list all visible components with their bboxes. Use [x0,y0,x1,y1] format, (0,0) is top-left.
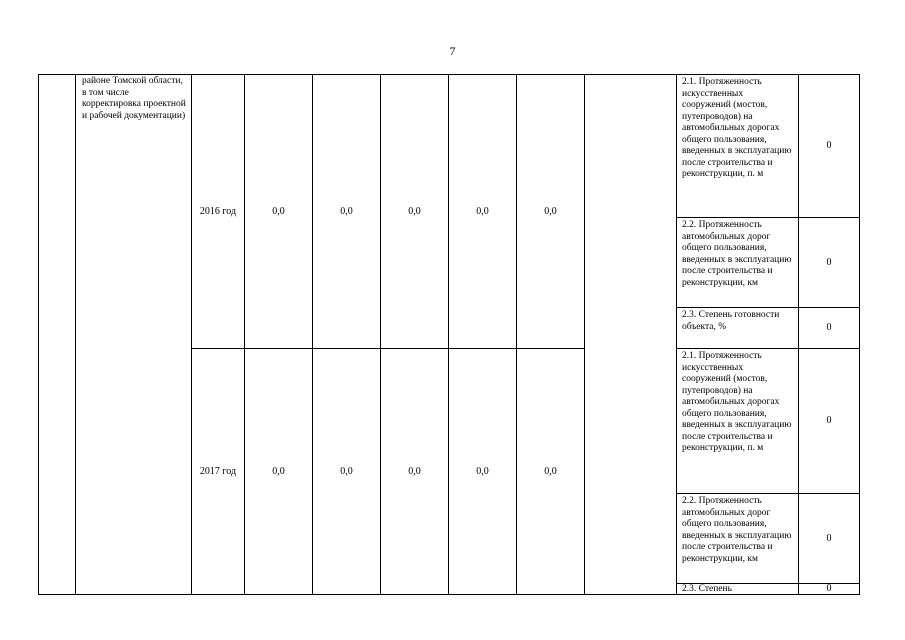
year-cell: 2017 год [192,349,245,595]
indicator-cell: 2.1. Протяженность искусственных сооружений (мостов, путепроводов) на автомобильных дорогах общего пользования, введенных в эксплуатацию после строительства и реконструкции, п. м [677,75,799,218]
table-row [39,75,860,218]
indicator-value-cell: 0 [799,75,860,218]
indicator-cell: 2.3. Степень готовности объекта, % [677,308,799,349]
indicator-cell: 2.3. Степень [677,584,799,595]
value-cell: 0,0 [449,75,517,349]
value-cell: 0,0 [517,349,585,595]
indicator-value-cell: 0 [799,349,860,494]
value-cell: 0,0 [381,349,449,595]
activity-name-cell: районе Томской области, в том числе корректировка проектной и рабочей документации) [76,75,192,595]
value-cell: 0,0 [449,349,517,595]
empty-cell [585,75,677,595]
indicator-value-cell: 0 [799,308,860,349]
indicator-value-cell: 0 [799,494,860,584]
indicator-value-cell: 0 [799,218,860,308]
value-cell: 0,0 [517,75,585,349]
value-cell: 0,0 [245,349,313,595]
number-cell [39,75,76,595]
indicator-value-cell: 0 [799,584,860,595]
value-cell: 0,0 [381,75,449,349]
value-cell: 0,0 [245,75,313,349]
page-number: 7 [449,44,456,58]
indicator-cell: 2.2. Протяженность автомобильных дорог общего пользования, введенных в эксплуатацию после строительства и реконструкции, км [677,494,799,584]
value-cell: 0,0 [313,349,381,595]
indicator-cell: 2.2. Протяженность автомобильных дорог общего пользования, введенных в эксплуатацию после строительства и реконструкции, км [677,218,799,308]
program-table [38,74,860,595]
indicator-cell: 2.1. Протяженность искусственных сооружений (мостов, путепроводов) на автомобильных дорогах общего пользования, введенных в эксплуатацию после строительства и реконструкции, п. м [677,349,799,494]
value-cell: 0,0 [313,75,381,349]
year-cell: 2016 год [192,75,245,349]
